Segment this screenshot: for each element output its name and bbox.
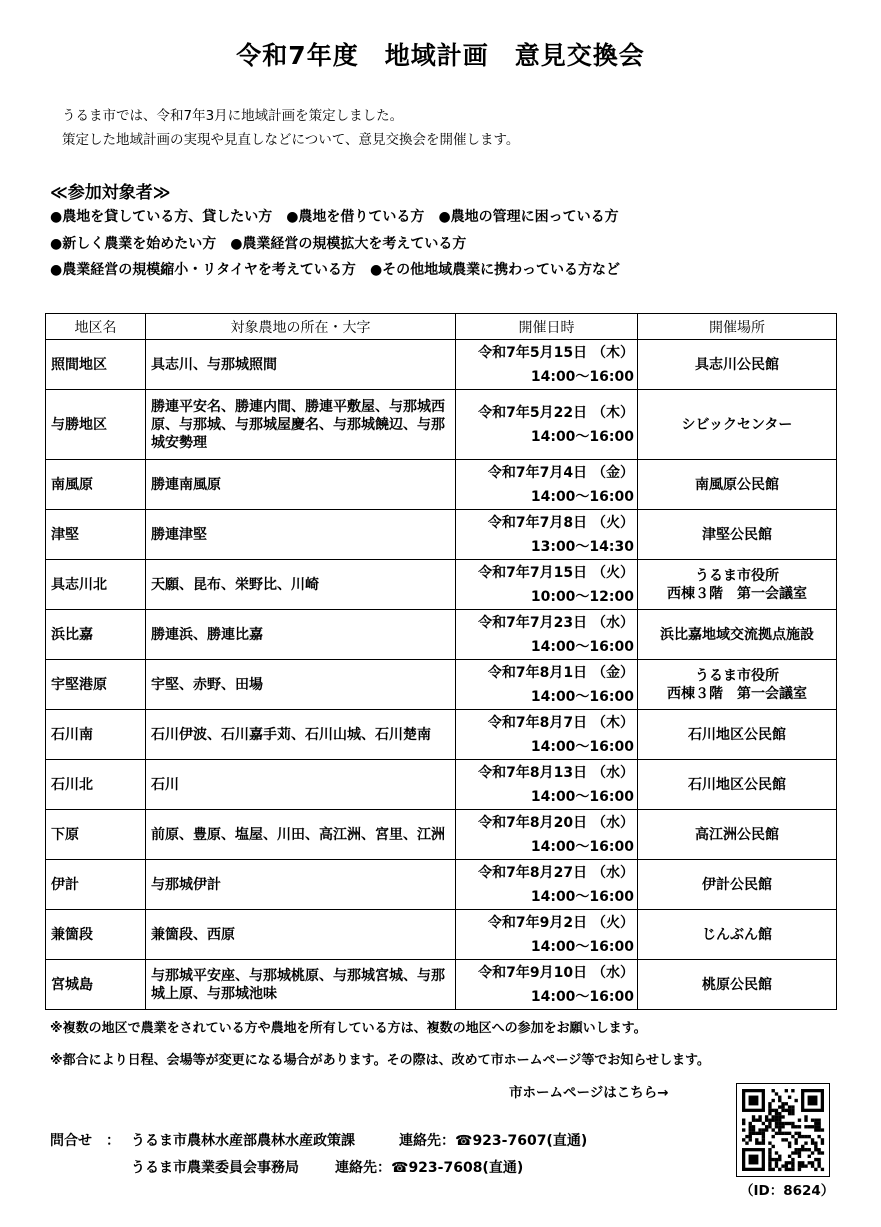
venue-cell	[638, 760, 837, 810]
venue-cell	[638, 610, 837, 660]
time-text: 14:00～16:00	[530, 738, 634, 755]
area-cell: 具志川、与那城照間	[146, 340, 456, 390]
district-cell: 宇堅港原	[46, 660, 146, 710]
table-row	[46, 910, 837, 960]
area-cell: 勝連津堅	[146, 510, 456, 560]
homepage-link-text: 市ホームページはこちら→	[509, 1085, 669, 1101]
note: ※複数の地区で農業をされている方や農地を所有している方は、複数の地区への参加をお願いします。	[50, 1021, 647, 1036]
date-text: 令和7年8月7日 （木）	[487, 714, 634, 731]
target-line	[50, 204, 634, 231]
date-text: 令和7年9月2日 （火）	[487, 914, 634, 931]
target-item: ●新しく農業を始めたい方	[50, 235, 217, 252]
contact-org: うるま市農林水産部農林水産政策課	[131, 1133, 355, 1149]
datetime-cell	[456, 910, 638, 960]
district-cell: 伊計	[46, 860, 146, 910]
target-heading: ≪参加対象者≫	[50, 183, 171, 203]
date-text: 令和7年7月4日 （金）	[487, 464, 634, 481]
datetime-cell	[456, 760, 638, 810]
datetime-cell	[456, 810, 638, 860]
area-cell: 勝連浜、勝連比嘉	[146, 610, 456, 660]
intro-line: うるま市では、令和7年3月に地域計画を策定しました。	[62, 108, 404, 124]
header-district: 地区名	[46, 314, 146, 340]
contact-tel: 連絡先：☎923-7607(直通)	[399, 1133, 588, 1149]
datetime-cell	[456, 710, 638, 760]
date-text: 令和7年8月27日 （水）	[478, 864, 634, 881]
table-row	[46, 340, 837, 390]
datetime-cell	[456, 610, 638, 660]
time-text: 14:00～16:00	[530, 368, 634, 385]
venue-text: 石川地区公民館	[688, 726, 786, 743]
table-row	[46, 710, 837, 760]
district-cell: 与勝地区	[46, 390, 146, 460]
venue-text: 石川地区公民館	[688, 776, 786, 793]
district-cell: 下原	[46, 810, 146, 860]
area-cell: 天願、昆布、栄野比、川崎	[146, 560, 456, 610]
district-cell: 石川北	[46, 760, 146, 810]
venue-text: 具志川公民館	[695, 356, 779, 373]
time-text: 14:00～16:00	[530, 428, 634, 445]
time-text: 14:00～16:00	[530, 988, 634, 1005]
date-text: 令和7年7月15日 （火）	[478, 564, 634, 581]
area-cell: 与那城伊計	[146, 860, 456, 910]
venue-cell	[638, 960, 837, 1010]
time-text: 13:00～14:30	[530, 538, 634, 555]
intro	[62, 104, 519, 152]
target-line	[50, 231, 634, 258]
area-cell: 兼箇段、西原	[146, 910, 456, 960]
page-title: 令和7年度 地域計画 意見交換会	[236, 41, 645, 70]
datetime-cell	[456, 340, 638, 390]
schedule-table	[45, 313, 837, 1010]
note: ※都合により日程、会場等が変更になる場合があります。その際は、改めて市ホームページ等でお知らせします。	[50, 1053, 710, 1068]
date-text: 令和7年8月13日 （水）	[478, 764, 634, 781]
qr-code-image	[737, 1084, 829, 1176]
target-item: ●農地の管理に困っている方	[438, 209, 619, 225]
table-row	[46, 860, 837, 910]
datetime-cell	[456, 510, 638, 560]
venue-cell	[638, 860, 837, 910]
table-row	[46, 810, 837, 860]
datetime-cell	[456, 960, 638, 1010]
venue-text: 浜比嘉地域交流拠点施設	[660, 626, 814, 643]
venue-cell	[638, 560, 837, 610]
district-cell: 具志川北	[46, 560, 146, 610]
header-venue: 開催場所	[638, 314, 837, 340]
venue-text: うるま市役所	[695, 567, 779, 584]
area-cell: 勝連平安名、勝連内間、勝連平敷屋、与那城西原、与那城、与那城屋慶名、与那城饒辺、与那城安勢理	[146, 390, 456, 460]
district-cell: 兼箇段	[46, 910, 146, 960]
date-text: 令和7年8月20日 （水）	[478, 814, 634, 831]
date-text: 令和7年5月22日 （木）	[478, 404, 634, 421]
venue-text: 桃原公民館	[702, 976, 772, 993]
district-cell: 浜比嘉	[46, 610, 146, 660]
table-row	[46, 460, 837, 510]
area-cell: 与那城平安座、与那城桃原、与那城宮城、与那城上原、与那城池味	[146, 960, 456, 1010]
qr-code[interactable]	[736, 1083, 830, 1177]
venue-text: 南風原公民館	[695, 476, 779, 493]
target-item: ●農業経営の規模縮小・リタイヤを考えている方	[50, 262, 356, 278]
area-cell: 前原、豊原、塩屋、川田、高江洲、宮里、江洲	[146, 810, 456, 860]
time-text: 14:00～16:00	[530, 838, 634, 855]
venue-cell	[638, 710, 837, 760]
venue-text: 西棟３階 第一会議室	[667, 585, 807, 602]
table-row	[46, 760, 837, 810]
date-text: 令和7年5月15日 （木）	[478, 344, 634, 361]
district-cell: 津堅	[46, 510, 146, 560]
table-row	[46, 610, 837, 660]
target-line	[50, 257, 634, 284]
table-row	[46, 560, 837, 610]
date-text: 令和7年7月8日 （火）	[487, 514, 634, 531]
venue-cell	[638, 810, 837, 860]
datetime-cell	[456, 860, 638, 910]
time-text: 14:00～16:00	[530, 638, 634, 655]
venue-cell	[638, 340, 837, 390]
date-text: 令和7年9月10日 （水）	[478, 964, 634, 981]
qr-id: （ID：8624）	[740, 1183, 835, 1199]
time-text: 14:00～16:00	[530, 938, 634, 955]
date-text: 令和7年7月23日 （水）	[478, 614, 634, 631]
datetime-cell	[456, 460, 638, 510]
area-cell: 宇堅、赤野、田場	[146, 660, 456, 710]
time-text: 14:00～16:00	[530, 788, 634, 805]
venue-text: 伊計公民館	[702, 876, 772, 893]
time-text: 10:00～12:00	[530, 588, 634, 605]
header-date: 開催日時	[456, 314, 638, 340]
table-row	[46, 660, 837, 710]
table-row	[46, 390, 837, 460]
table-row	[46, 960, 837, 1010]
district-cell: 照間地区	[46, 340, 146, 390]
venue-text: 津堅公民館	[702, 526, 772, 543]
header-area: 対象農地の所在・大字	[146, 314, 456, 340]
target-item: ●農業経営の規模拡大を考えている方	[230, 235, 467, 252]
table-row	[46, 510, 837, 560]
table-header-row	[46, 314, 837, 340]
target-item: ●農地を借りている方	[286, 209, 425, 225]
venue-cell	[638, 460, 837, 510]
venue-text: うるま市役所	[695, 667, 779, 684]
target-item: ●その他地域農業に携わっている方など	[369, 262, 621, 278]
datetime-cell	[456, 660, 638, 710]
contact-org: うるま市農業委員会事務局	[131, 1160, 299, 1176]
venue-cell	[638, 390, 837, 460]
district-cell: 宮城島	[46, 960, 146, 1010]
venue-text: 高江洲公民館	[695, 826, 779, 843]
area-cell: 石川	[146, 760, 456, 810]
area-cell: 石川伊波、石川嘉手苅、石川山城、石川楚南	[146, 710, 456, 760]
venue-text: 西棟３階 第一会議室	[667, 685, 807, 702]
datetime-cell	[456, 390, 638, 460]
district-cell: 南風原	[46, 460, 146, 510]
venue-cell	[638, 910, 837, 960]
intro-line: 策定した地域計画の実現や見直しなどについて、意見交換会を開催します。	[62, 132, 520, 148]
datetime-cell	[456, 560, 638, 610]
time-text: 14:00～16:00	[530, 488, 634, 505]
venue-text: シビックセンター	[681, 416, 793, 433]
contact-label: 問合せ ：	[50, 1133, 120, 1149]
venue-cell	[638, 660, 837, 710]
area-cell: 勝連南風原	[146, 460, 456, 510]
venue-cell	[638, 510, 837, 560]
target-list	[50, 204, 634, 284]
contact-tel: 連絡先：☎923-7608(直通)	[335, 1160, 524, 1176]
target-item: ●農地を貸している方、貸したい方	[50, 209, 273, 225]
venue-text: じんぶん館	[702, 926, 772, 943]
date-text: 令和7年8月1日 （金）	[487, 664, 634, 681]
time-text: 14:00～16:00	[530, 888, 634, 905]
district-cell: 石川南	[46, 710, 146, 760]
time-text: 14:00～16:00	[530, 688, 634, 705]
